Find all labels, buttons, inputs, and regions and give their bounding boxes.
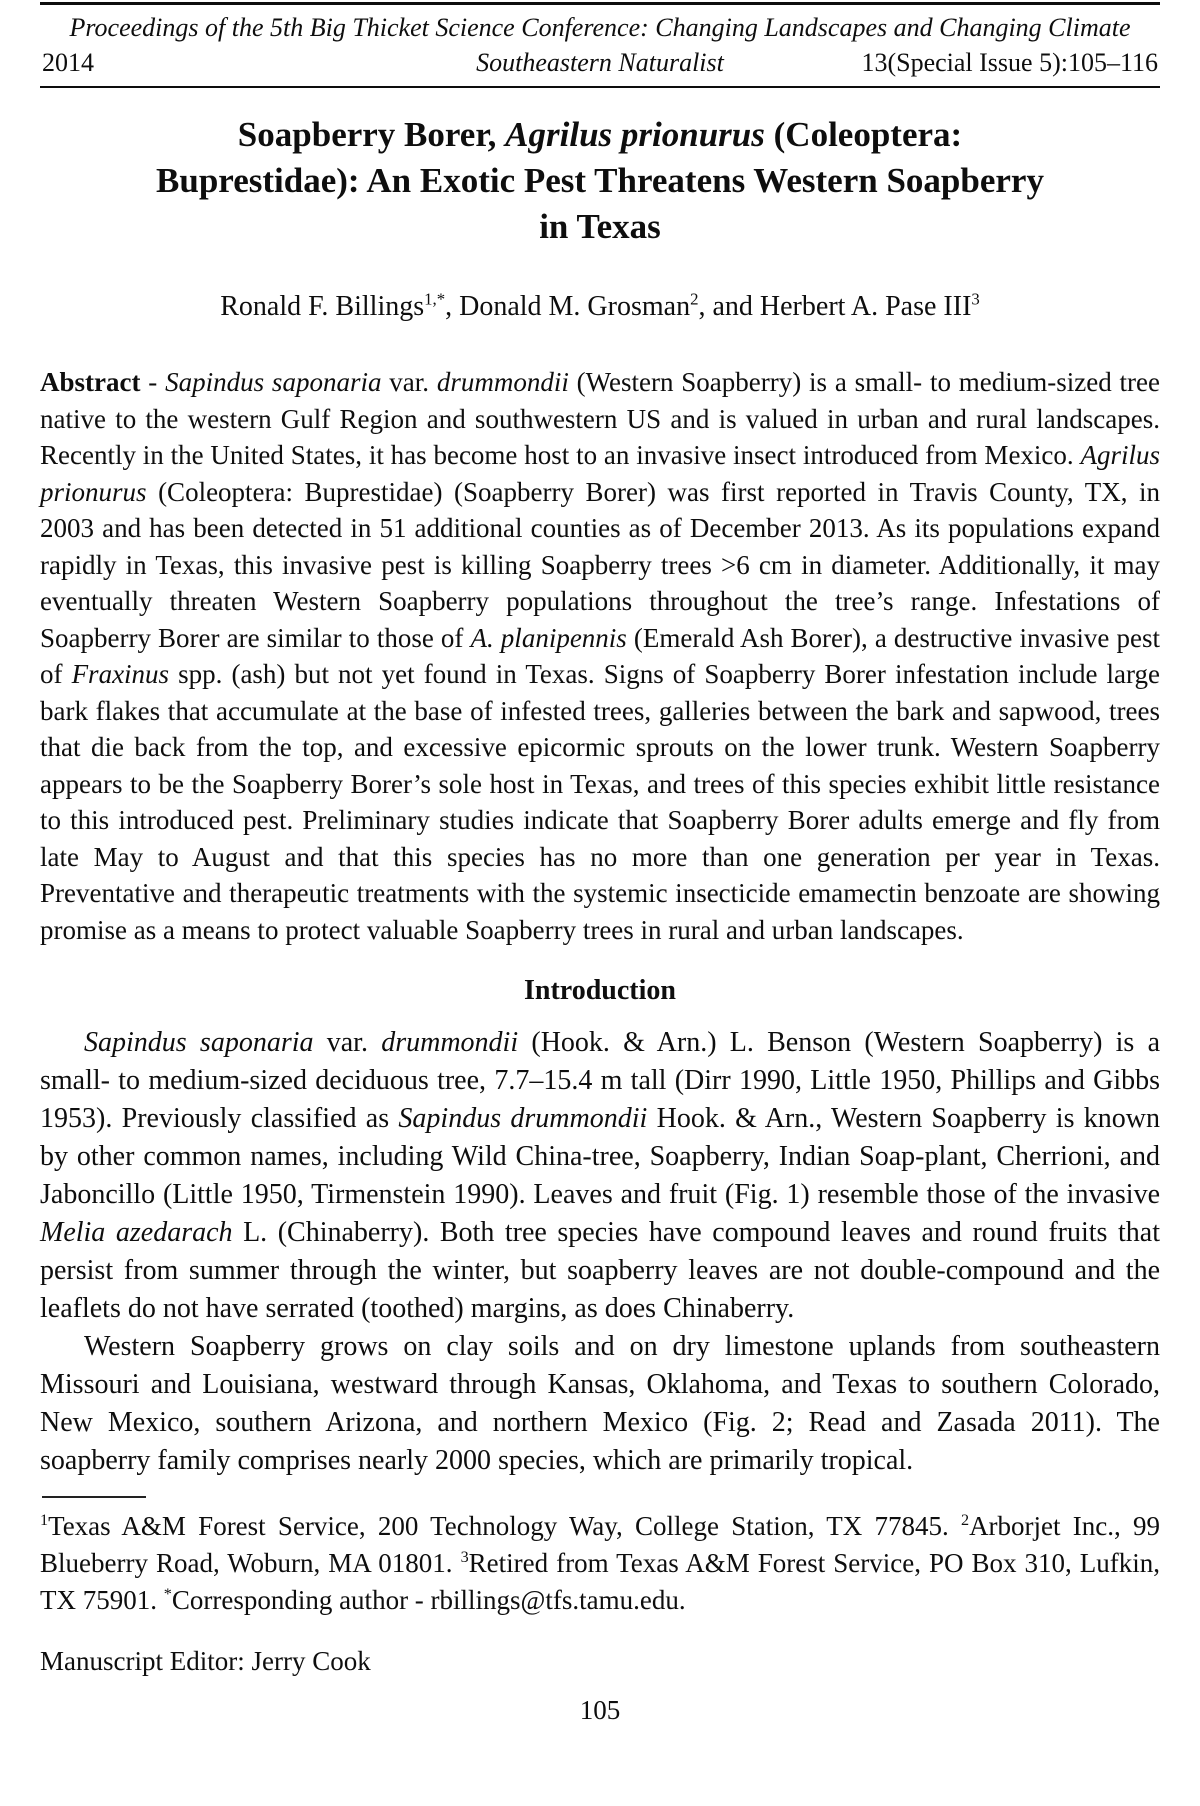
section-heading-introduction: Introduction <box>524 975 676 1006</box>
running-head-row <box>42 48 1158 78</box>
abstract-paragraph: Abstract - Sapindus saponaria var. drummondii (Western Soapberry) is a small- to medium-sized tree native to the western Gulf Region and southwestern US and is valued in urban and rural landscapes. Recently in the United States, it has become host to an invasive insect introduced from Mexico. Agrilus prionurus (Coleoptera: Buprestidae) (Soapberry Borer) was first reported in Travis County, TX, in 2003 and has been detected in 51 additional counties as of December 2013. As its populations expand rapidly in Texas, this invasive pest is killing Soapberry trees >6 cm in diameter. Additionally, it may eventually threaten Western Soapberry populations throughout the tree’s range. Infestations of Soapberry Borer are similar to those of A. planipennis (Emerald Ash Borer), a destructive invasive pest of Fraxinus spp. (ash) but not yet found in Texas. Signs of Soapberry Borer infestation include large bark flakes that accumulate at the base of infested trees, galleries between the bark and sapwood, trees that die back from the top, and excessive epicormic sprouts on the lower trunk. Western Soapberry appears to be the Soapberry Borer’s sole host in Texas, and trees of this species exhibit little resistance to this introduced pest. Preliminary studies indicate that Soapberry Borer adults emerge and fly from late May to August and that this species has no more than one generation per year in Texas. Preventative and therapeutic treatments with the systemic insecticide emamectin benzoate are showing promise as a means to protect valuable Soapberry trees in rural and urban landscapes. <box>40 367 1160 945</box>
intro-paragraph-2: Western Soapberry grows on clay soils and on dry limestone uplands from southeastern Missouri and Louisiana, westward through Kansas, Oklahoma, and Texas to southern Colorado, New Mexico, southern Arizona, and northern Mexico (Fig. 2; Read and Zasada 2011). The soapberry family comprises nearly 2000 species, which are primarily tropical. <box>40 1331 1160 1476</box>
affiliations-footnote: $^1$Texas A&M Forest Service, 200 Technology Way, College Station, TX 77845. $^2$Arborjet Inc., 99 Blueberry Road, Woburn, MA 01801. $^3$Retired from Texas A&M Forest Service, PO Box 310, Lufkin, TX 75901. *Corresponding author - rbillings@tfs.tamu.edu. <box>40 1511 1160 1615</box>
authors-line: Ronald F. Billings$^{1,*}$, Donald M. Grosman$^2$, and Herbert A. Pase III$^3$ <box>220 289 980 322</box>
running-head <box>40 2 1160 88</box>
journal-name: Southeastern Naturalist <box>476 48 724 77</box>
manuscript-editor-line: Manuscript Editor: Jerry Cook <box>40 1646 371 1676</box>
article-title: Soapberry Borer, Agrilus prionurus (Coleoptera: Buprestidae): An Exotic Pest Threatens Western Soapberry in Texas <box>156 115 1044 246</box>
page-number: 105 <box>579 1695 621 1725</box>
intro-paragraph-1: Sapindus saponaria var. drummondii (Hook. & Arn.) L. Benson (Western Soapberry) is a small- to medium-sized deciduous tree, 7.7–15.4 m tall (Dirr 1990, Little 1950, Phillips and Gibbs 1953). Previously classified as Sapindus drummondii Hook. & Arn., Western Soapberry is known by other common names, including Wild China-tree, Soapberry, Indian Soap-plant, Cherrioni, and Jaboncillo (Little 1950, Tirmenstein 1990). Leaves and fruit (Fig. 1) resemble those of the invasive Melia azedarach L. (Chinaberry). Both tree species have compound leaves and round fruits that persist from summer through the winter, but soapberry leaves are not double-compound and the leaflets do not have serrated (toothed) margins, as does Chinaberry. <box>40 1027 1160 1324</box>
publication-year: 2014 <box>42 48 94 77</box>
issue-pages: 13(Special Issue 5):105–116 <box>861 48 1158 77</box>
proceedings-line: Proceedings of the 5th Big Thicket Science Conference: Changing Landscapes and Changing Climate <box>69 13 1131 42</box>
footnote-rule <box>42 1496 146 1498</box>
